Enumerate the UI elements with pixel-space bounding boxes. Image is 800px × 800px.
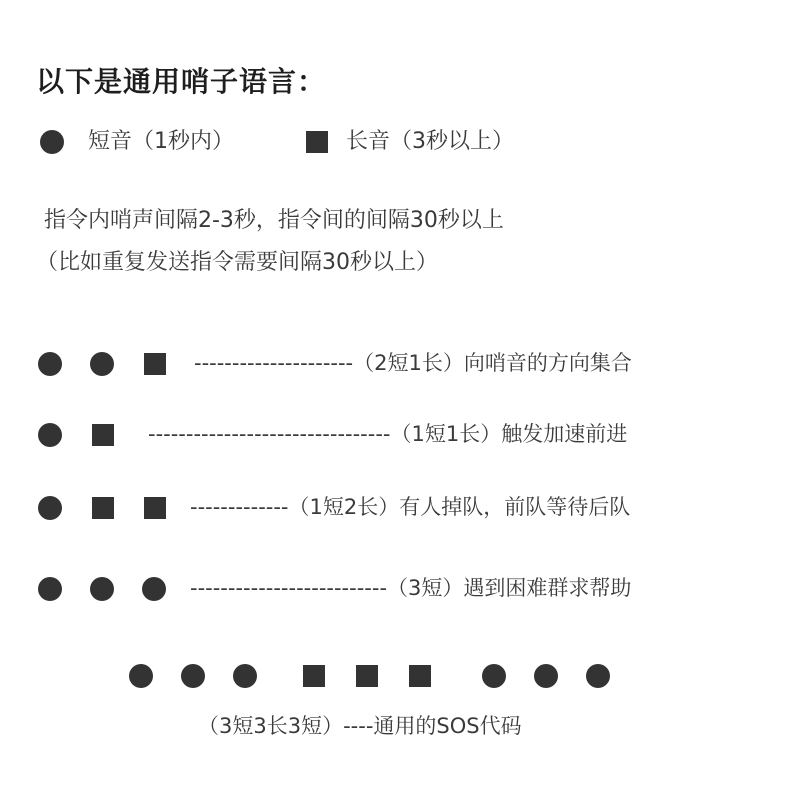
interval-note-line2: （比如重复发送指令需要间隔30秒以上） bbox=[36, 250, 438, 275]
sos-pattern bbox=[0, 662, 800, 690]
long-tone-square-icon bbox=[356, 665, 378, 687]
page-title: 以下是通用哨子语言： bbox=[36, 65, 327, 98]
short-tone-dot-icon bbox=[90, 352, 114, 376]
short-tone-dot-icon bbox=[38, 496, 62, 520]
long-tone-square-icon bbox=[409, 665, 431, 687]
long-tone-square-icon bbox=[306, 131, 328, 153]
signal-row-wait bbox=[0, 494, 800, 522]
signal-row-help bbox=[0, 575, 800, 603]
signal-row-gather bbox=[0, 350, 800, 378]
sos-description: （3短3长3短）----通用的SOS代码 bbox=[198, 714, 522, 738]
short-tone-dot-icon bbox=[90, 577, 114, 601]
short-tone-dot-icon bbox=[142, 577, 166, 601]
long-tone-square-icon bbox=[144, 353, 166, 375]
short-tone-dot-icon bbox=[38, 423, 62, 447]
short-tone-dot-icon bbox=[233, 664, 257, 688]
interval-note-line1: 指令内哨声间隔2-3秒，指令间的间隔30秒以上 bbox=[44, 208, 504, 233]
signal-row-speed-up bbox=[0, 421, 800, 449]
long-tone-square-icon bbox=[144, 497, 166, 519]
long-tone-square-icon bbox=[92, 424, 114, 446]
short-tone-dot-icon bbox=[181, 664, 205, 688]
short-tone-dot-icon bbox=[586, 664, 610, 688]
long-tone-square-icon bbox=[92, 497, 114, 519]
short-tone-dot-icon bbox=[38, 577, 62, 601]
legend-long-label: 长音（3秒以上） bbox=[346, 129, 514, 154]
signal-description: --------------------------------（1短1长）触发加速前进 bbox=[148, 422, 628, 446]
short-tone-dot-icon bbox=[482, 664, 506, 688]
short-tone-dot-icon bbox=[38, 352, 62, 376]
short-tone-dot-icon bbox=[40, 130, 64, 154]
signal-description: ---------------------（2短1长）向哨音的方向集合 bbox=[194, 351, 632, 375]
signal-description: -------------（1短2长）有人掉队，前队等待后队 bbox=[190, 495, 631, 519]
short-tone-dot-icon bbox=[534, 664, 558, 688]
short-tone-dot-icon bbox=[129, 664, 153, 688]
signal-description: --------------------------（3短）遇到困难群求帮助 bbox=[190, 576, 632, 600]
long-tone-square-icon bbox=[303, 665, 325, 687]
legend-short-label: 短音（1秒内） bbox=[88, 129, 234, 154]
